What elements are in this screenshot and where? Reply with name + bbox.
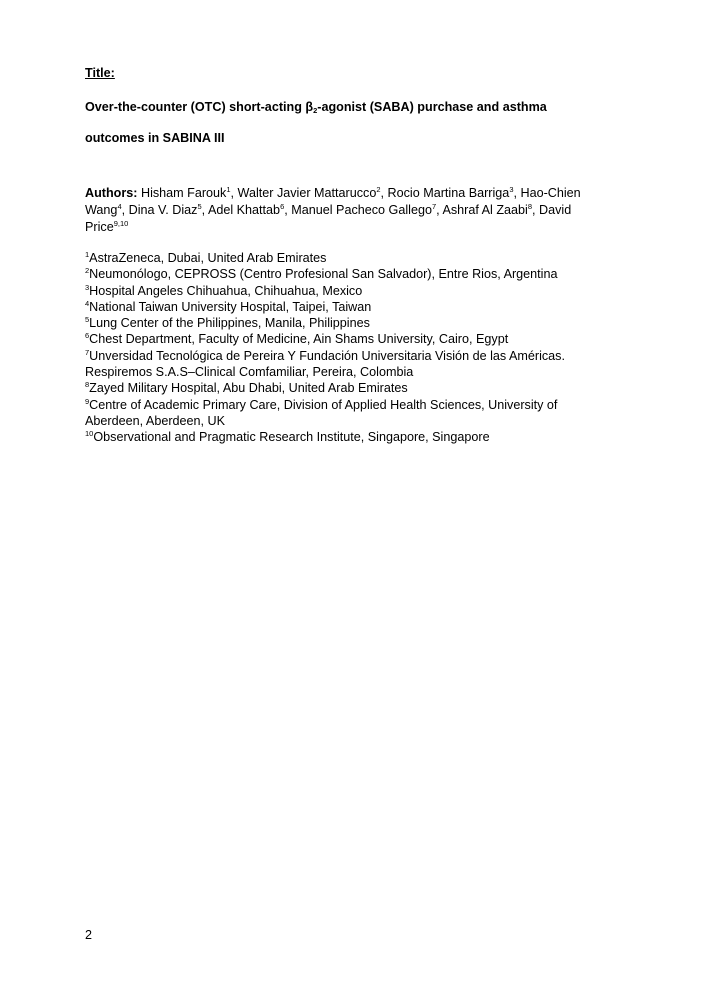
authors-label: Authors: [85,186,138,200]
title-part-2: -agonist (SABA) purchase and asthma [317,100,547,114]
affiliation-text: Hospital Angeles Chihuahua, Chihuahua, Mexico [89,283,363,298]
author-name: Adel Khattab [207,203,281,217]
affiliation-item [85,266,615,282]
affiliation-number: 7 [85,347,90,357]
author-separator: , [436,203,443,217]
author-affiliation-marker: 6 [280,202,285,211]
author-separator: , [284,203,292,217]
affiliation-number: 2 [85,266,90,276]
title-label: Title: [85,66,115,80]
author-items [85,186,581,234]
affiliation-number: 5 [85,315,90,325]
author-affiliation-marker: 5 [197,202,202,211]
author-affiliation-marker: 1 [226,185,231,194]
affiliation-list [85,250,615,446]
affiliation-text: Chest Department, Faculty of Medicine, Ain Shams University, Cairo, Egypt [89,332,509,347]
author-affiliation-marker: 8 [527,202,533,211]
affiliation-item [85,315,615,331]
paper-title-line-2: outcomes in SABINA III [85,131,225,145]
author-separator: , [513,186,521,200]
author-name: David Price [85,203,572,234]
affiliation-item [85,283,615,299]
affiliation-item [85,348,615,381]
author-separator: , [121,203,129,217]
paper-title-line-1 [85,100,547,114]
author-list [85,185,605,236]
affiliation-text: AstraZeneca, Dubai, United Arab Emirates [89,251,327,265]
author-affiliation-marker: 4 [117,202,122,211]
author-affiliation-marker: 9,10 [113,219,129,228]
affiliation-number: 9 [85,396,90,406]
affiliation-text: Neumonólogo, CEPROSS (Centro Profesional San Salvador), Entre Rios, Argentina [89,267,558,282]
author-separator: , [532,203,540,217]
page-number: 2 [85,928,93,942]
author-affiliation-marker: 2 [376,185,381,194]
affiliation-text: Centre of Academic Primary Care, Division of Applied Health Sciences, University of Aberdeen, Aberdeen, UK [85,397,558,428]
affiliation-number: 4 [85,298,90,308]
title-part-1: Over-the-counter (OTC) short-acting β [85,100,314,114]
affiliation-item [85,380,615,396]
author-name: Rocio Martina Barriga [387,186,510,200]
affiliation-text: National Taiwan University Hospital, Taipei, Taiwan [89,299,372,314]
affiliation-number: 10 [85,429,94,439]
affiliation-text: Zayed Military Hospital, Abu Dhabi, United Arab Emirates [89,381,408,396]
author-name: Hisham Farouk [140,186,227,200]
affiliation-number: 1 [85,250,90,259]
author-name: Manuel Pacheco Gallego [291,203,432,217]
affiliation-item [85,250,615,266]
affiliation-item [85,397,615,430]
affiliation-text: Unversidad Tecnológica de Pereira Y Fundación Universitaria Visión de las Américas. Respiremos S.A.S–Clinical Comfamiliar, Pereira, Colombia [85,348,565,380]
affiliation-item [85,331,615,347]
title-subscript: 2 [313,106,318,115]
affiliation-text: Observational and Pragmatic Research Institute, Singapore, Singapore [93,430,490,445]
author-name: Ashraf Al Zaabi [442,203,528,217]
author-name: Walter Javier Mattarucco [237,186,377,200]
affiliation-number: 8 [85,380,90,390]
author-separator: , [201,203,208,217]
author-affiliation-marker: 3 [509,185,514,194]
affiliation-item [85,299,615,315]
author-separator: , [380,186,388,200]
author-name: Hao-Chien Wang [85,186,581,217]
author-separator: , [230,186,238,200]
affiliation-number: 6 [85,331,90,341]
affiliation-number: 3 [85,282,90,292]
author-name: Dina V. Diaz [128,203,198,217]
author-affiliation-marker: 7 [431,202,437,211]
affiliation-item [85,429,615,445]
affiliation-text: Lung Center of the Philippines, Manila, Philippines [89,316,370,331]
